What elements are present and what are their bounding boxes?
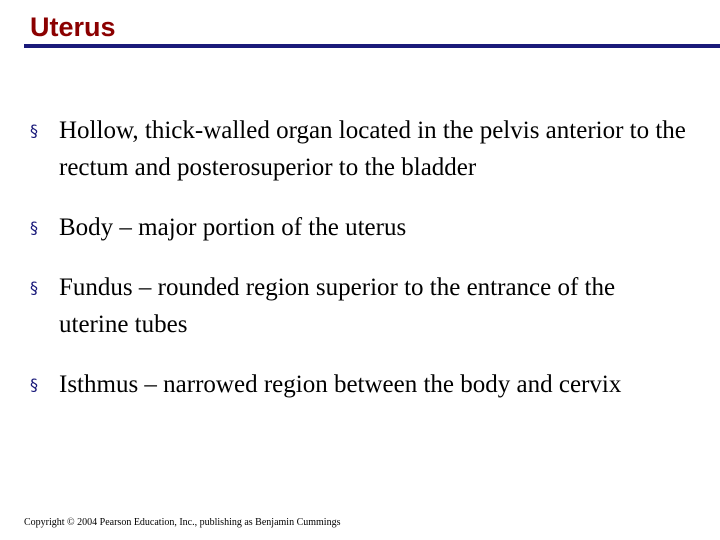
bullet-text: Fundus – rounded region superior to the entrance of the uterine tubes [59,274,616,338]
square-bullet-icon: § [30,121,38,140]
bullet-text: Hollow, thick-walled organ located in the pelvis anterior to the rectum and posterosuperior to the bladder [59,117,686,181]
square-bullet-icon: § [30,278,38,297]
square-bullet-icon: § [30,218,38,237]
bullet-item [30,112,690,186]
bullet-text: Isthmus – narrowed region between the body and cervix [59,371,622,398]
bullet-list [30,112,690,403]
bullet-item [30,269,690,343]
slide-title: Uterus [30,12,116,42]
bullet-item [30,209,690,246]
square-bullet-icon: § [30,375,38,394]
title-underline [24,44,720,48]
copyright-footer: Copyright © 2004 Pearson Education, Inc., publishing as Benjamin Cummings [24,517,341,528]
bullet-text: Body – major portion of the uterus [59,214,407,241]
bullet-item [30,366,690,403]
